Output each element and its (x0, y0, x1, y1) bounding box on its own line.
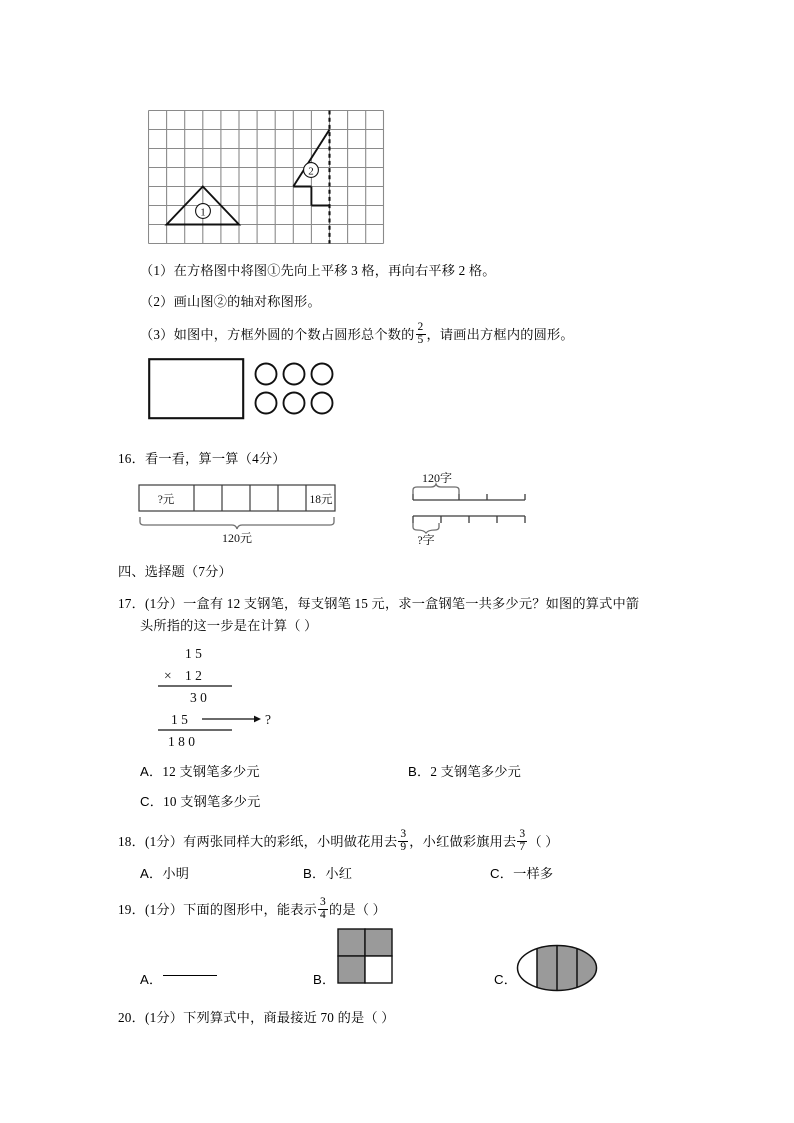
q19-stem (118, 898, 386, 922)
q18-option-c-key: C． (490, 866, 514, 881)
q19-option-b-key[interactable]: B． (313, 972, 336, 987)
q17-vertical-calculation (150, 645, 310, 757)
calc-multiply-sign: × (164, 668, 172, 683)
q18-option-b[interactable] (303, 864, 352, 884)
figure-label-2 (304, 163, 319, 178)
q18-stem (118, 830, 559, 854)
q18-option-a-text: 小明 (162, 866, 190, 881)
calc-row5: 1 8 0 (168, 734, 195, 749)
svg-text:1: 1 (200, 206, 206, 219)
figure-label-1 (196, 204, 211, 219)
calc-row4: 1 5 (171, 712, 188, 727)
q18-stem-middle: ，小红做彩旗用去 (409, 833, 517, 849)
q18-stem-before: 18．(1分）有两张同样大的彩纸，小明做花用去 (118, 833, 398, 849)
q16-heading: 16．看一看，算一算（4分） (118, 451, 286, 466)
q19-fraction-three-quarters: $\frac{3}{4}$ (320, 896, 326, 921)
box-and-circles-figure (148, 358, 340, 420)
q17-option-c[interactable] (140, 792, 261, 812)
q19-stem-before: 19．(1分）下面的图形中，能表示 (118, 901, 318, 917)
q19-option-b-squares-shape (337, 928, 393, 984)
q18-option-c-text: 一样多 (513, 866, 554, 881)
calc-row3: 3 0 (190, 690, 207, 705)
q15-part3 (140, 323, 574, 347)
calc-arrow-target: ? (265, 712, 271, 727)
q19-option-c-key[interactable]: C． (494, 972, 518, 987)
q18-option-c[interactable] (490, 864, 553, 884)
grid-figure (148, 110, 386, 244)
numberline-top-label: 120字 (421, 471, 453, 485)
q17-option-a-text: 12 支钢笔多少元 (162, 764, 260, 779)
svg-text:2: 2 (308, 165, 314, 178)
q16-bar-model (138, 484, 350, 546)
q18-option-a-key: A． (140, 866, 163, 881)
q17-stem-line2: 头所指的这一步是在计算（ ） (140, 618, 318, 633)
bar-total-label: 120元 (221, 531, 253, 545)
q16-numberline-model (405, 468, 533, 546)
q17-option-c-key: C． (140, 794, 164, 809)
q18-option-b-key: B． (303, 866, 326, 881)
q18-option-a[interactable] (140, 864, 189, 884)
circle-group (256, 364, 333, 414)
numberline-bottom-label: ?字 (417, 533, 435, 546)
q19-option-a-line-shape (163, 975, 217, 976)
q17-option-c-text: 10 支钢笔多少元 (163, 794, 261, 809)
bar-first-cell-label: ?元 (157, 494, 175, 506)
q19-option-c-ellipse-shape (516, 943, 598, 993)
q18-fraction-three-sevenths: $\frac{3}{7}$ (519, 828, 526, 853)
q18-stem-after: （ ） (528, 833, 559, 849)
calc-row1: 1 5 (185, 646, 202, 661)
bar-last-cell-label: 18元 (309, 494, 333, 506)
bar-total-brace (140, 517, 334, 529)
section4-heading: 四、选择题（7分） (118, 564, 232, 579)
numberline-top-brace (413, 484, 459, 494)
q20-stem: 20．(1分）下列算式中，商最接近 70 的是（ ） (118, 1010, 395, 1025)
numberline-bottom-brace (413, 523, 439, 533)
q18-option-b-text: 小红 (325, 866, 353, 881)
numberline-upper (413, 494, 525, 500)
q17-option-a-key: A． (140, 764, 163, 779)
q17-option-b-text: 2 支钢笔多少元 (430, 764, 522, 779)
q17-option-a[interactable] (140, 762, 260, 782)
q19-option-a-key[interactable]: A． (140, 972, 163, 987)
q18-fraction-three-ninths: $\frac{3}{9}$ (400, 828, 407, 853)
q17-option-b-key: B． (408, 764, 431, 779)
q17-stem-line1: 17．(1分）一盒有 12 支钢笔，每支钢笔 15 元，求一盒钢笔一共多少元？如图的算式中箭 (118, 596, 640, 611)
q17-option-b[interactable] (408, 762, 521, 782)
q15-part1: （1）在方格图中将图①先向上平移 3 格，再向右平移 2 格。 (140, 263, 496, 278)
q19-stem-after: 的是（ ） (328, 901, 387, 917)
q15-part2: （2）画山图②的轴对称图形。 (140, 294, 321, 309)
q15-fraction-two-fifths: $\frac{2}{5}$ (417, 321, 424, 346)
empty-box (149, 359, 243, 418)
q15-part3-after: ，请画出方框内的圆形。 (426, 326, 574, 342)
numberline-lower (413, 516, 525, 523)
calc-arrow (202, 716, 261, 723)
q15-part3-before: （3）如图中，方框外圆的个数占圆形总个数的 (140, 326, 415, 342)
calc-row2: 1 2 (185, 668, 202, 683)
